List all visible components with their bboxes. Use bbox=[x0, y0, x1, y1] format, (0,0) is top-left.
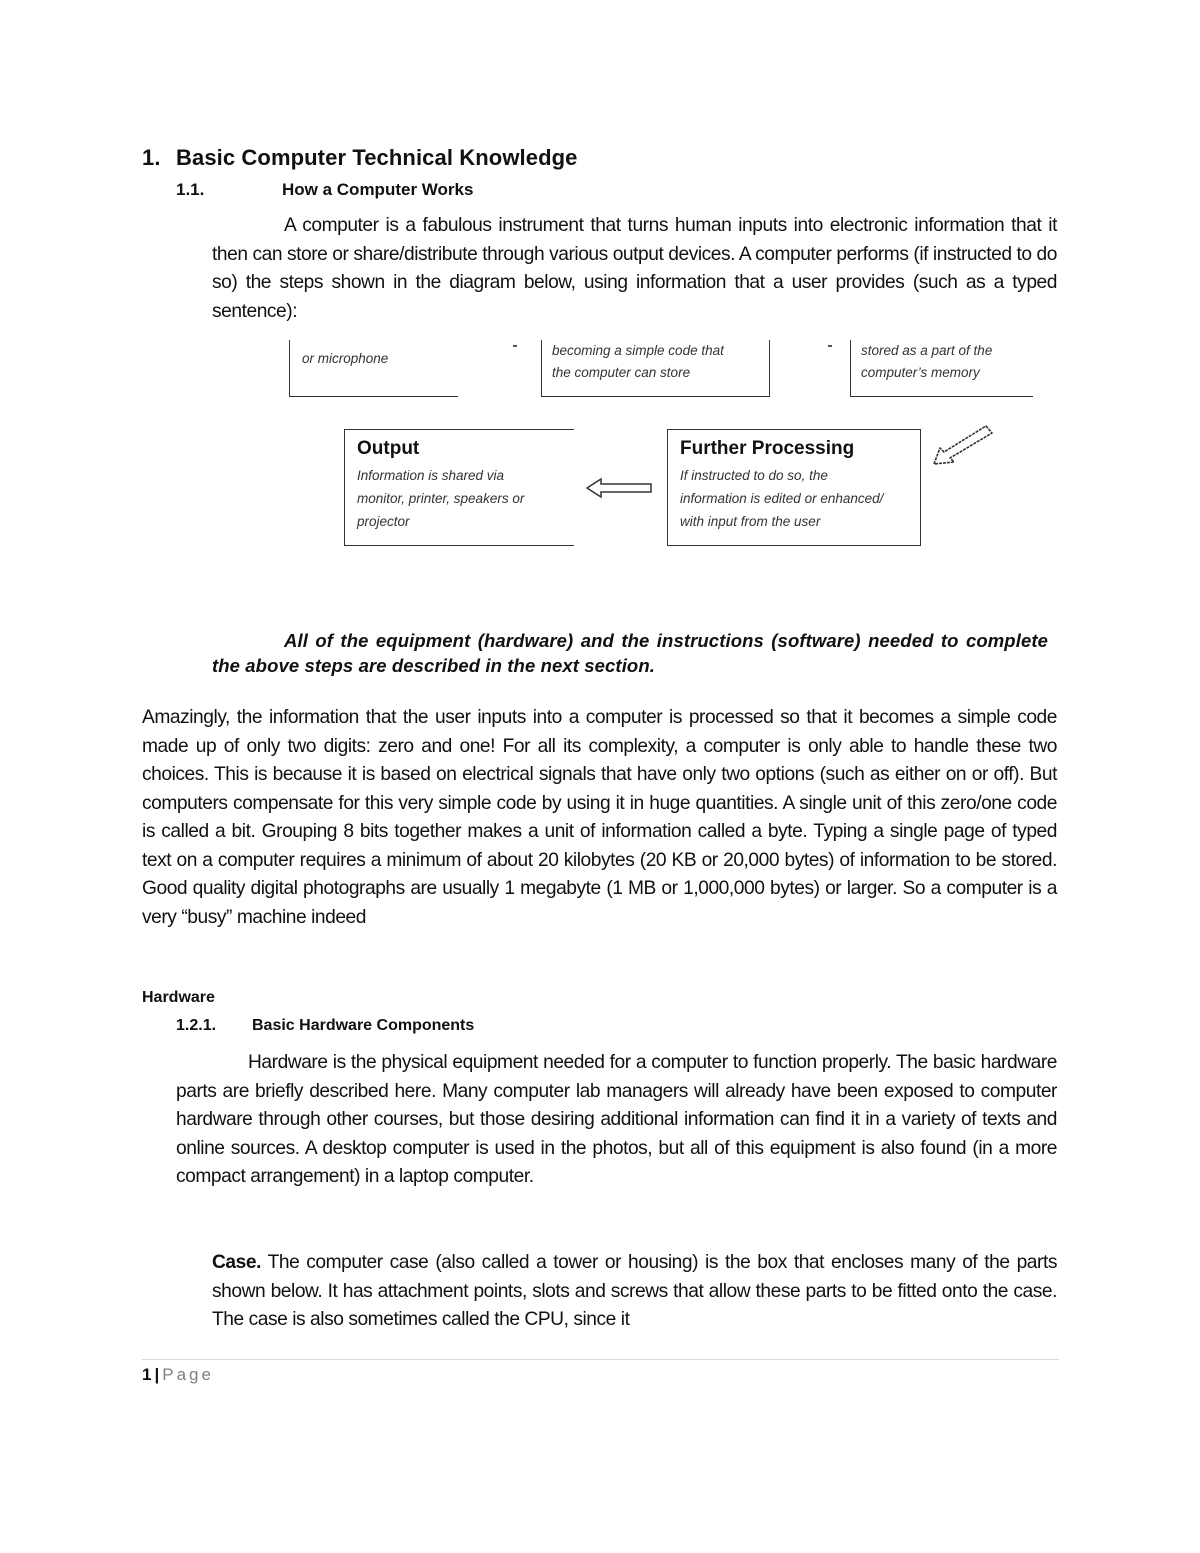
footer-separator: | bbox=[154, 1365, 160, 1384]
storage-box-line-1: stored as a part of the bbox=[861, 343, 993, 358]
output-box-title: Output bbox=[357, 438, 420, 459]
further-processing-line-3: with input from the user bbox=[680, 514, 821, 529]
diagram-further-processing-box bbox=[667, 429, 921, 546]
binary-paragraph: Amazingly, the information that the user inputs into a computer is processed so that it becomes a simple code made up of only two digits: zero and one! For all its complexity, a computer is only able to handle these two choices. This is because it is based on electrical signals that have only two options (such as either on or off). But computers compensate for this very simple code by using it in huge quantities. A single unit of this zero/one code is called a bit. Grouping 8 bits together makes a unit of information called a byte. Typing a single page of typed text on a computer requires a minimum of about 20 kilobytes (20 KB or 20,000 bytes) of information to be stored. Good quality digital photographs are usually 1 megabyte (1 MB or 1,000,000 bytes) or larger. So a computer is a very “busy” machine indeed bbox=[142, 707, 1057, 928]
diagram-tick bbox=[513, 345, 517, 347]
diagram-storage-box bbox=[850, 340, 1033, 397]
further-processing-line-2: information is edited or enhanced/ bbox=[680, 491, 884, 506]
intro-paragraph-text: A computer is a fabulous instrument that turns human inputs into electronic information that it then can store or share/distribute through various output devices. A computer performs (if instructed to do so) the steps shown in the diagram below, using information that a user provides (such as a typed sentence): bbox=[212, 215, 1057, 322]
diagram-processing-box bbox=[541, 340, 770, 397]
processing-box-line-2: the computer can store bbox=[552, 365, 691, 380]
further-processing-title: Further Processing bbox=[680, 438, 855, 459]
input-box-text: or microphone bbox=[302, 351, 389, 366]
hardware-paragraph bbox=[176, 1049, 1057, 1192]
case-term: Case. bbox=[212, 1252, 261, 1273]
page-footer bbox=[142, 1365, 214, 1385]
main-heading bbox=[142, 145, 578, 171]
footer-divider bbox=[142, 1359, 1059, 1360]
note-text: All of the equipment (hardware) and the instructions (software) needed to complete the above steps are described in the next section. bbox=[212, 630, 1048, 676]
diagram-output-box bbox=[344, 429, 574, 546]
hardware-heading: Hardware bbox=[142, 989, 215, 1006]
down-left-arrow-icon bbox=[930, 422, 996, 468]
processing-box-line-1: becoming a simple code that bbox=[552, 343, 724, 358]
section-heading-1-2-1 bbox=[176, 1017, 474, 1035]
diagram-tick bbox=[828, 345, 832, 347]
output-box-line-2: monitor, printer, speakers or bbox=[357, 491, 525, 506]
section-number: 1.2.1. bbox=[176, 1017, 217, 1034]
note-paragraph bbox=[212, 628, 1048, 678]
storage-box-line-2: computer’s memory bbox=[861, 365, 980, 380]
heading-number: 1. bbox=[142, 145, 161, 170]
section-heading-1-1 bbox=[176, 180, 473, 200]
section-title: How a Computer Works bbox=[282, 180, 474, 199]
left-arrow-icon bbox=[585, 476, 655, 500]
output-box-line-1: Information is shared via bbox=[357, 468, 505, 483]
section-title: Basic Hardware Components bbox=[252, 1017, 475, 1034]
page-label: Page bbox=[162, 1365, 214, 1384]
page-number: 1 bbox=[142, 1365, 152, 1384]
section-number: 1.1. bbox=[176, 180, 205, 199]
case-paragraph bbox=[212, 1249, 1057, 1335]
further-processing-line-1: If instructed to do so, the bbox=[680, 468, 828, 483]
intro-paragraph bbox=[212, 212, 1057, 326]
heading-title: Basic Computer Technical Knowledge bbox=[176, 145, 578, 170]
diagram-input-box bbox=[289, 340, 458, 397]
case-text: The computer case (also called a tower or housing) is the box that encloses many of the parts shown below. It has attachment points, slots and screws that allow these parts to be fitted onto the case. The case is also sometimes called the CPU, since it bbox=[212, 1252, 1057, 1330]
hardware-paragraph-text: Hardware is the physical equipment needed for a computer to function properly. The basic hardware parts are briefly described here. Many computer lab managers will already have been exposed to computer hardware through other courses, but those desiring additional information can find it in a variety of texts and online sources. A desktop computer is used in the photos, but all of this equipment is also found (in a more compact arrangement) in a laptop computer. bbox=[176, 1052, 1057, 1187]
output-box-line-3: projector bbox=[357, 514, 410, 529]
